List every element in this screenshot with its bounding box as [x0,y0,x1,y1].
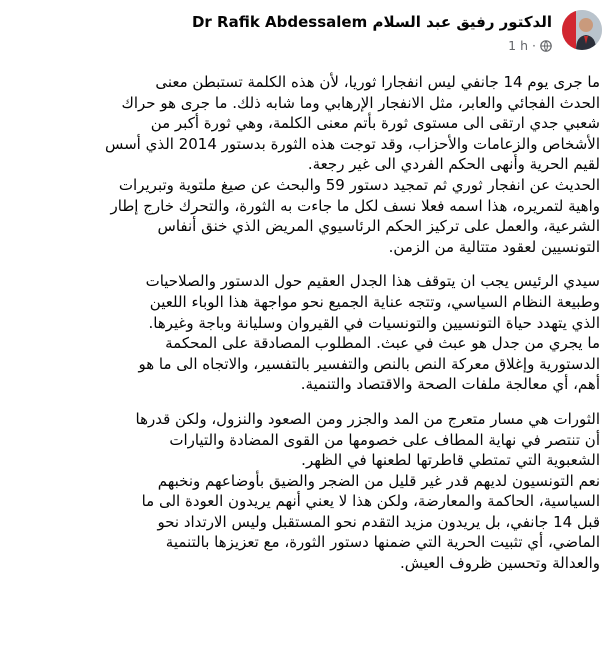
post-paragraph-3: الثورات هي مسار متعرج من المد والجزر ومن الصعود والنزول، ولكن قدرها أن تنتصر في نهاية المطاف على خصومها من القوى المضادة والتيارات الشعبوية التي تمتطي قاطرتها لطعنها في الظهر. نعم التونسيون لديهم قدر غير قليل من الضجر والضيق بأوضاعهم ونخبهم السياسية، الحاكمة والمعارضة، ولكن هذا لا يعني أنهم يريدون العودة الى ما قبل 14 جانفي، بل يريدون مزيد التقدم نحو المستقبل وليس الارتداد نحو الماضي، أي تثبيت الحرية التي ضمنها دستور الثورة، مع تعزيزها بالتنمية والعدالة وتحسين ظروف العيش. [135,409,600,573]
post-header [0,0,616,64]
globe-icon[interactable] [540,40,552,52]
paragraph-gap [18,257,600,271]
paragraph-gap [18,395,600,409]
post-paragraph-1: ما جرى يوم 14 جانفي ليس انفجارا ثوريا، لأن هذه الكلمة تستبطن معنى الحدث الفجائي والعابر، مثل الانفجار الإرهابي وما شابه ذلك. ما جرى هو حراك شعبي جدي ارتقى الى مستوى ثورة بأتم معنى الكلمة، وهي ثورة أكبر من الأشخاص والزعامات والأحزاب، وقد توجت هذه الثورة بدستور 2014 الذي أسس لقيم الحرية وأنهى الحكم الفردي الى غير رجعة. الحديث عن انفجار ثوري ثم تمجيد دستور 59 والبحث عن صيغ ملتوية وتبريرات واهية لتمريره، هذا اسمه فعلا نسف لكل ما جاءت به الثورة، والتحرك خارج إطار الشرعية، والعمل على تركيز الحكم الرئاسيوي المريض الذي خنق أنفاس التونسيين لعقود متتالية من الزمن. [104,73,600,256]
author-name[interactable]: Dr Rafik Abdessalem الدكتور رفيق عبد السلام [191,13,552,31]
post-meta [508,38,552,53]
post-time[interactable]: 1 h [508,38,529,53]
author-avatar[interactable] [562,10,602,50]
meta-separator: · [532,38,536,53]
avatar-photo [562,10,602,50]
post-paragraph-2: سيدي الرئيس يجب ان يتوقف هذا الجدل العقيم حول الدستور والصلاحيات وطبيعة النظام السياسي، وتتجه عناية الجميع نحو مواجهة هذا الوباء اللعين الذي يتهدد حياة التونسيين والتونسيات في القيروان وسليانة وباجة وغيرها. ما يجري من جدل هو عبث في عبث. المطلوب المصادقة على المحكمة الدستورية وإغلاق معركة النص بالنص والتفسير بالتفسير، والاتجاه الى ما هو أهم، أي معالجة ملفات الصحة والاقتصاد والتنمية. [138,272,600,394]
post-text [18,72,600,574]
